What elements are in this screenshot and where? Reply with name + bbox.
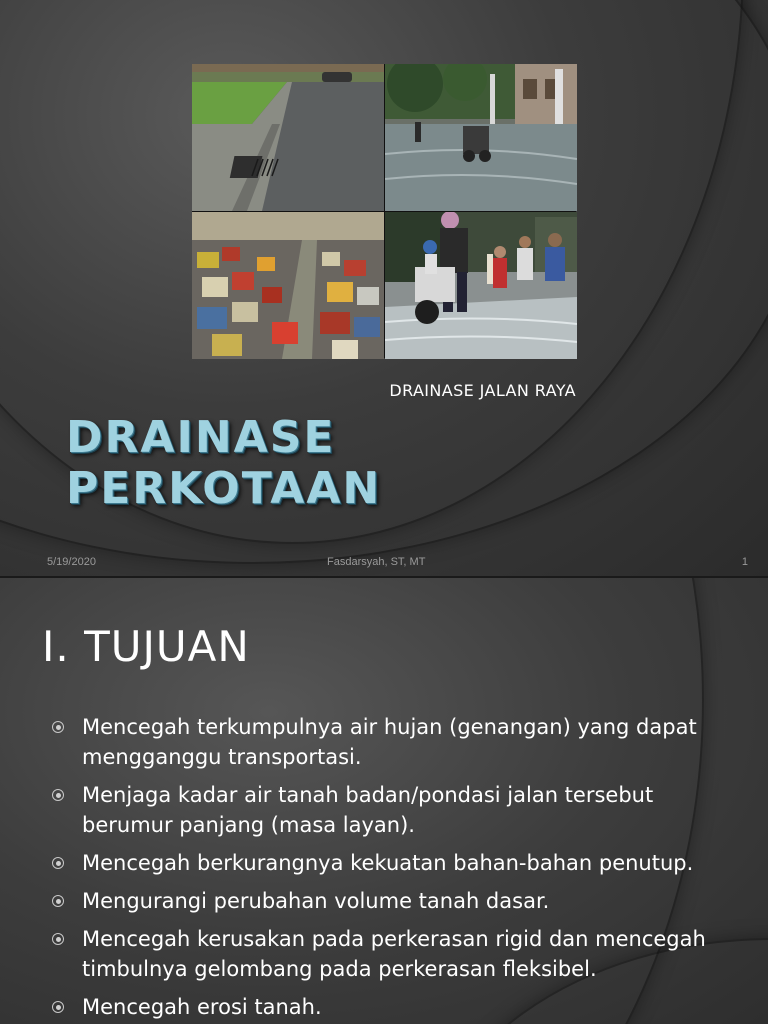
traffic-jam-photo bbox=[192, 212, 384, 359]
slide-title: DRAINASE PERKOTAAN bbox=[66, 412, 382, 514]
list-item-text: Menjaga kadar air tanah badan/pondasi jalan tersebut berumur panjang (masa layan). bbox=[82, 783, 654, 837]
target-bullet-icon bbox=[52, 1001, 64, 1013]
footer-page-number: 1 bbox=[741, 556, 748, 568]
list-item bbox=[50, 992, 740, 1022]
list-item-text: Mencegah kerusakan pada perkerasan rigid dan mencegah timbulnya gelombang pada perkerasan fleksibel. bbox=[82, 927, 706, 981]
list-item bbox=[50, 848, 740, 878]
target-bullet-icon bbox=[52, 933, 64, 945]
target-bullet-icon bbox=[52, 857, 64, 869]
list-item-text: Mencegah berkurangnya kekuatan bahan-bahan penutup. bbox=[82, 851, 694, 875]
section-title: I. TUJUAN bbox=[42, 622, 250, 671]
road-drain-photo bbox=[192, 64, 384, 211]
flood-motorcycle-photo bbox=[385, 212, 577, 359]
list-item bbox=[50, 924, 740, 984]
target-bullet-icon bbox=[52, 789, 64, 801]
list-item bbox=[50, 780, 740, 840]
target-bullet-icon bbox=[52, 895, 64, 907]
list-item-text: Mencegah terkumpulnya air hujan (genangan) yang dapat mengganggu transportasi. bbox=[82, 715, 697, 769]
slide-subtitle: DRAINASE JALAN RAYA bbox=[389, 381, 576, 400]
list-item bbox=[50, 712, 740, 772]
list-item-text: Mencegah erosi tanah. bbox=[82, 995, 322, 1019]
list-item bbox=[50, 886, 740, 916]
slide-footer bbox=[0, 550, 768, 576]
objectives-list bbox=[50, 712, 740, 1024]
target-bullet-icon bbox=[52, 721, 64, 733]
list-item-text: Mengurangi perubahan volume tanah dasar. bbox=[82, 889, 550, 913]
flooded-street-photo bbox=[385, 64, 577, 211]
photo-collage bbox=[192, 64, 576, 358]
content-slide bbox=[0, 578, 768, 1024]
footer-author: Fasdarsyah, ST, MT bbox=[327, 556, 426, 568]
footer-date: 5/19/2020 bbox=[47, 556, 96, 568]
